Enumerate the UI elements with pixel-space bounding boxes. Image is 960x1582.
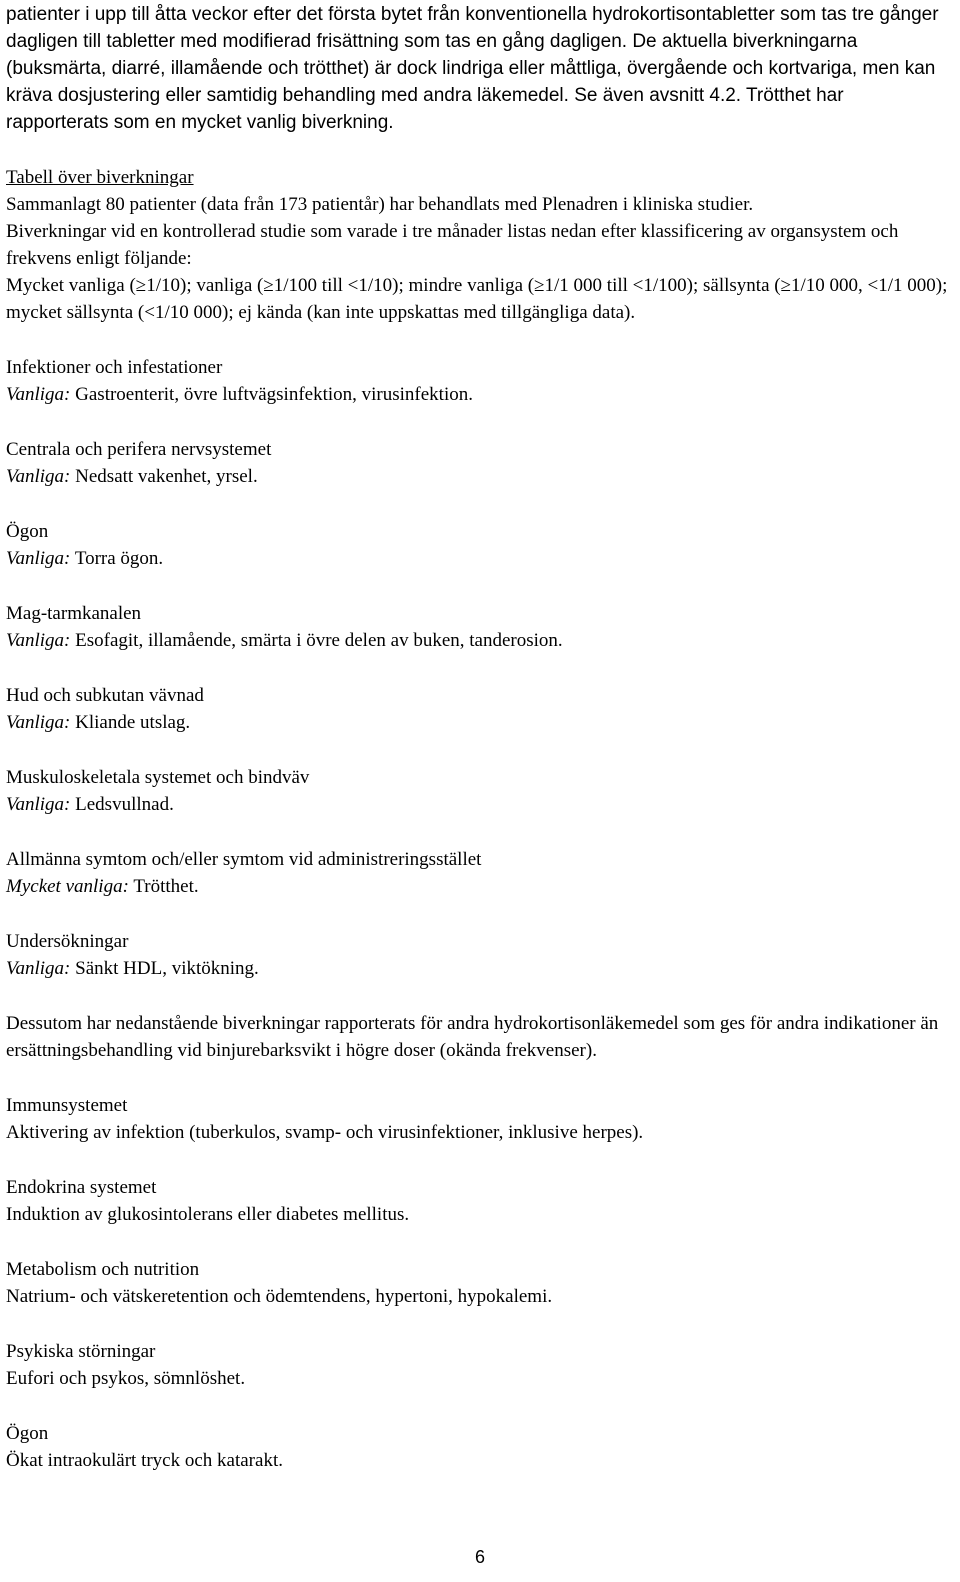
organ-class-block <box>6 436 950 490</box>
other-class-block <box>6 1338 950 1392</box>
organ-class-entry <box>6 627 950 654</box>
page-number: 6 <box>474 1547 485 1567</box>
other-class-name: Ögon <box>6 1423 49 1444</box>
other-class-block <box>6 1256 950 1310</box>
organ-class-name: Centrala och perifera nervsystemet <box>6 439 272 460</box>
adverse-effects: Nedsatt vakenhet, yrsel. <box>75 466 258 487</box>
organ-class-name: Mag-tarmkanalen <box>6 603 142 624</box>
adverse-effects: Esofagit, illamående, smärta i övre delen av buken, tanderosion. <box>75 630 563 651</box>
other-class-block <box>6 1174 950 1228</box>
adverse-effects: Ledsvullnad. <box>75 794 174 815</box>
other-class-name: Metabolism och nutrition <box>6 1259 200 1280</box>
frequency-label: Mycket vanliga: <box>6 876 129 897</box>
other-class-effects: Aktivering av infektion (tuberkulos, svamp- och virusinfektioner, inklusive herpes). <box>6 1122 644 1143</box>
other-class-effects: Ökat intraokulärt tryck och katarakt. <box>6 1450 283 1471</box>
frequency-label: Vanliga: <box>6 466 71 487</box>
frequency-label: Vanliga: <box>6 712 71 733</box>
organ-class-name: Infektioner och infestationer <box>6 357 223 378</box>
frequency-label: Vanliga: <box>6 384 71 405</box>
other-reactions-intro: Dessutom har nedanstående biverkningar rapporterats för andra hydrokortisonläkemedel som ges för andra indikationer än ersättningsbehandling vid binjurebarksvikt i högre doser (okända frekvenser). <box>6 1013 939 1061</box>
frequency-label: Vanliga: <box>6 794 71 815</box>
organ-class-block <box>6 518 950 572</box>
organ-class-entry <box>6 463 950 490</box>
other-class-effects: Induktion av glukosintolerans eller diabetes mellitus. <box>6 1204 410 1225</box>
other-class-effects: Natrium- och vätskeretention och ödemtendens, hypertoni, hypokalemi. <box>6 1286 553 1307</box>
other-class-name: Psykiska störningar <box>6 1341 156 1362</box>
organ-class-entry <box>6 873 950 900</box>
organ-class-name: Allmänna symtom och/eller symtom vid administreringsstället <box>6 849 482 870</box>
patient-summary-text: Sammanlagt 80 patienter (data från 173 patientår) har behandlats med Plenadren i kliniska studier. <box>6 194 754 215</box>
adverse-effects: Sänkt HDL, viktökning. <box>75 958 259 979</box>
study-description-text: Biverkningar vid en kontrollerad studie som varade i tre månader listas nedan efter klassificering av organsystem och frekvens enligt följande: <box>6 221 899 269</box>
organ-class-block <box>6 682 950 736</box>
other-class-block <box>6 1092 950 1146</box>
other-class-effects: Eufori och psykos, sömnlöshet. <box>6 1368 246 1389</box>
organ-class-entry <box>6 545 950 572</box>
adverse-effects: Gastroenterit, övre luftvägsinfektion, virusinfektion. <box>75 384 473 405</box>
organ-class-name: Undersökningar <box>6 931 129 952</box>
organ-class-name: Muskuloskeletala systemet och bindväv <box>6 767 310 788</box>
organ-class-entry <box>6 709 950 736</box>
other-class-name: Endokrina systemet <box>6 1177 157 1198</box>
organ-class-name: Ögon <box>6 521 49 542</box>
other-reactions-intro-block <box>6 1010 950 1064</box>
frequency-definitions-text: Mycket vanliga (≥1/10); vanliga (≥1/100 till <1/10); mindre vanliga (≥1/1 000 till <1/100); sällsynta (≥1/10 000, <1/1 000); mycket sällsynta (<1/10 000); ej kända (kan inte uppskattas med tillgängliga data). <box>6 275 948 323</box>
table-heading: Tabell över biverkningar <box>6 167 194 188</box>
organ-class-entry <box>6 381 950 408</box>
intro-paragraph: patienter i upp till åtta veckor efter det första bytet från konventionella hydrokortisontabletter som tas tre gånger dagligen till tabletter med modifierad frisättning som tas en gång dagligen. De aktuella biverkningarna (buksmärta, diarré, illamående och trötthet) är dock lindriga eller måttliga, övergående och kortvariga, men kan kräva dosjustering eller samtidig behandling med andra läkemedel. Se även avsnitt 4.2. Trötthet har rapporterats som en mycket vanlig biverkning. <box>6 4 939 133</box>
frequency-label: Vanliga: <box>6 958 71 979</box>
organ-class-entry <box>6 791 950 818</box>
organ-class-block <box>6 354 950 408</box>
organ-class-block <box>6 846 950 900</box>
other-class-name: Immunsystemet <box>6 1095 128 1116</box>
frequency-label: Vanliga: <box>6 630 71 651</box>
organ-class-block <box>6 764 950 818</box>
organ-class-block <box>6 600 950 654</box>
document-page <box>6 0 950 1474</box>
adverse-effects: Trötthet. <box>133 876 199 897</box>
other-class-block <box>6 1420 950 1474</box>
adverse-reactions-table-section <box>6 164 950 326</box>
organ-class-entry <box>6 955 950 982</box>
adverse-effects: Kliande utslag. <box>75 712 191 733</box>
organ-class-name: Hud och subkutan vävnad <box>6 685 204 706</box>
adverse-effects: Torra ögon. <box>74 548 164 569</box>
frequency-label: Vanliga: <box>6 548 71 569</box>
organ-class-block <box>6 928 950 982</box>
